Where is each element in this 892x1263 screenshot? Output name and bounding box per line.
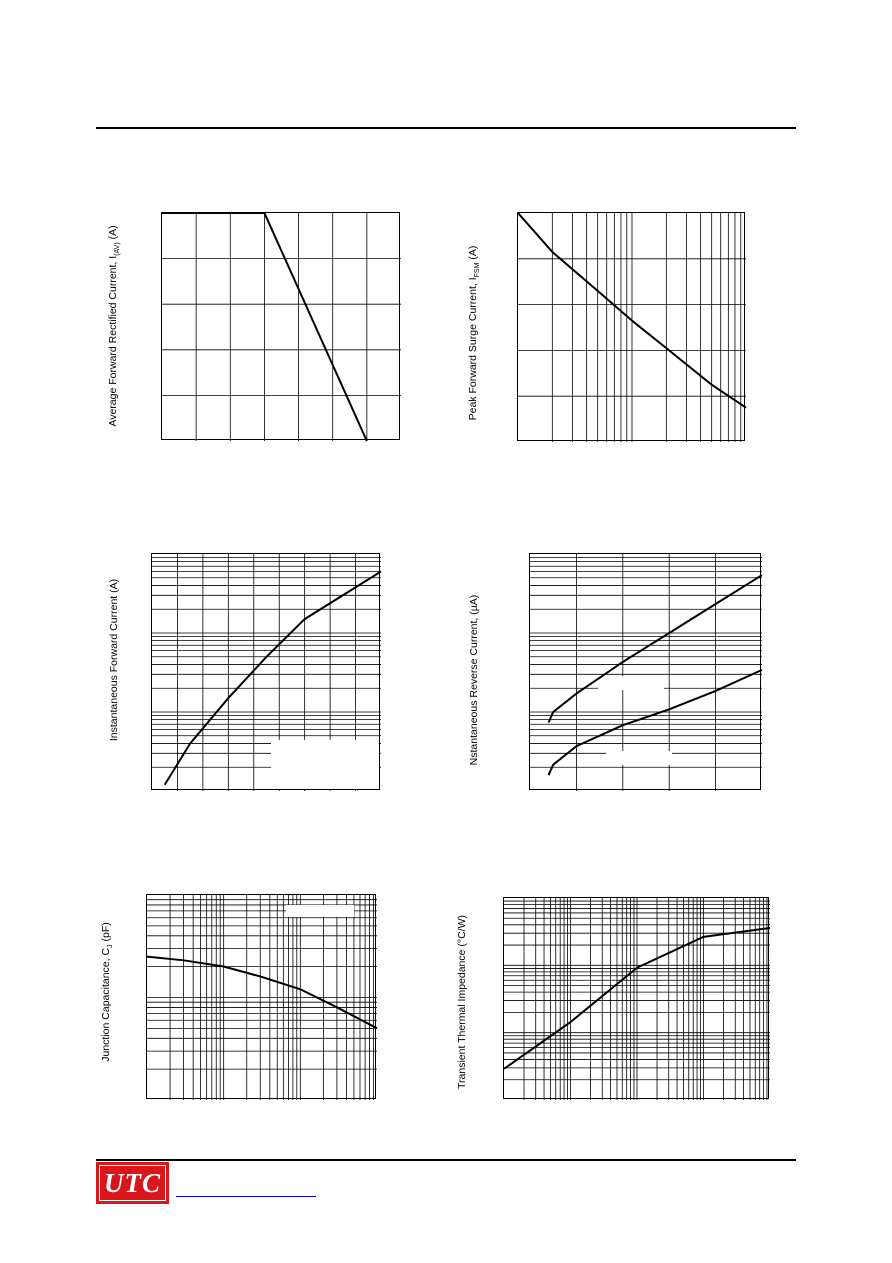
footer-rule: [96, 1159, 796, 1161]
chart1-plot: [161, 212, 400, 440]
chart4-svg: [530, 554, 762, 791]
chart4-plot: [529, 553, 761, 790]
chart3-ylabel: Instantaneous Forward Current (A): [108, 578, 120, 742]
chart5-capacitance-curve: [147, 957, 377, 1029]
chart4-ylabel: Nstantaneous Reverse Current, (µA): [468, 594, 480, 766]
chart4-reverse-curve-high: [549, 575, 762, 722]
header-rule: [96, 127, 796, 129]
chart4-label-box-upper: [598, 676, 664, 690]
chart3-svg: [152, 554, 381, 791]
chart3-plot: [151, 553, 380, 790]
chart6-plot: [503, 897, 769, 1099]
chart2-svg: [518, 213, 746, 442]
utc-logo-frame: [99, 1165, 166, 1201]
utc-logo: [96, 1162, 169, 1204]
chart2-plot: [517, 212, 745, 441]
chart1-ylabel: Average Forward Rectified Current, $I_{(AV)}$ (A): [106, 225, 122, 427]
chart1-svg: [162, 213, 401, 441]
chart2-ylabel: Peak Forward Surge Current, $I_{FSM}$ (A): [466, 245, 482, 421]
chart5-svg: [147, 895, 377, 1100]
chart6-svg: [504, 898, 770, 1100]
chart5-label-box: [286, 905, 354, 917]
chart6-ylabel: Transient Thermal Impedance (°C/W): [456, 914, 468, 1090]
website-link-underline[interactable]: [176, 1196, 316, 1197]
utc-logo-text: UTC: [104, 1167, 161, 1198]
chart5-plot: [146, 894, 376, 1099]
chart4-label-box-lower: [606, 751, 672, 765]
chart3-legend-box: [271, 740, 379, 789]
chart5-ylabel: Junction Capacitance, $C_J$ (pF): [99, 922, 115, 1062]
